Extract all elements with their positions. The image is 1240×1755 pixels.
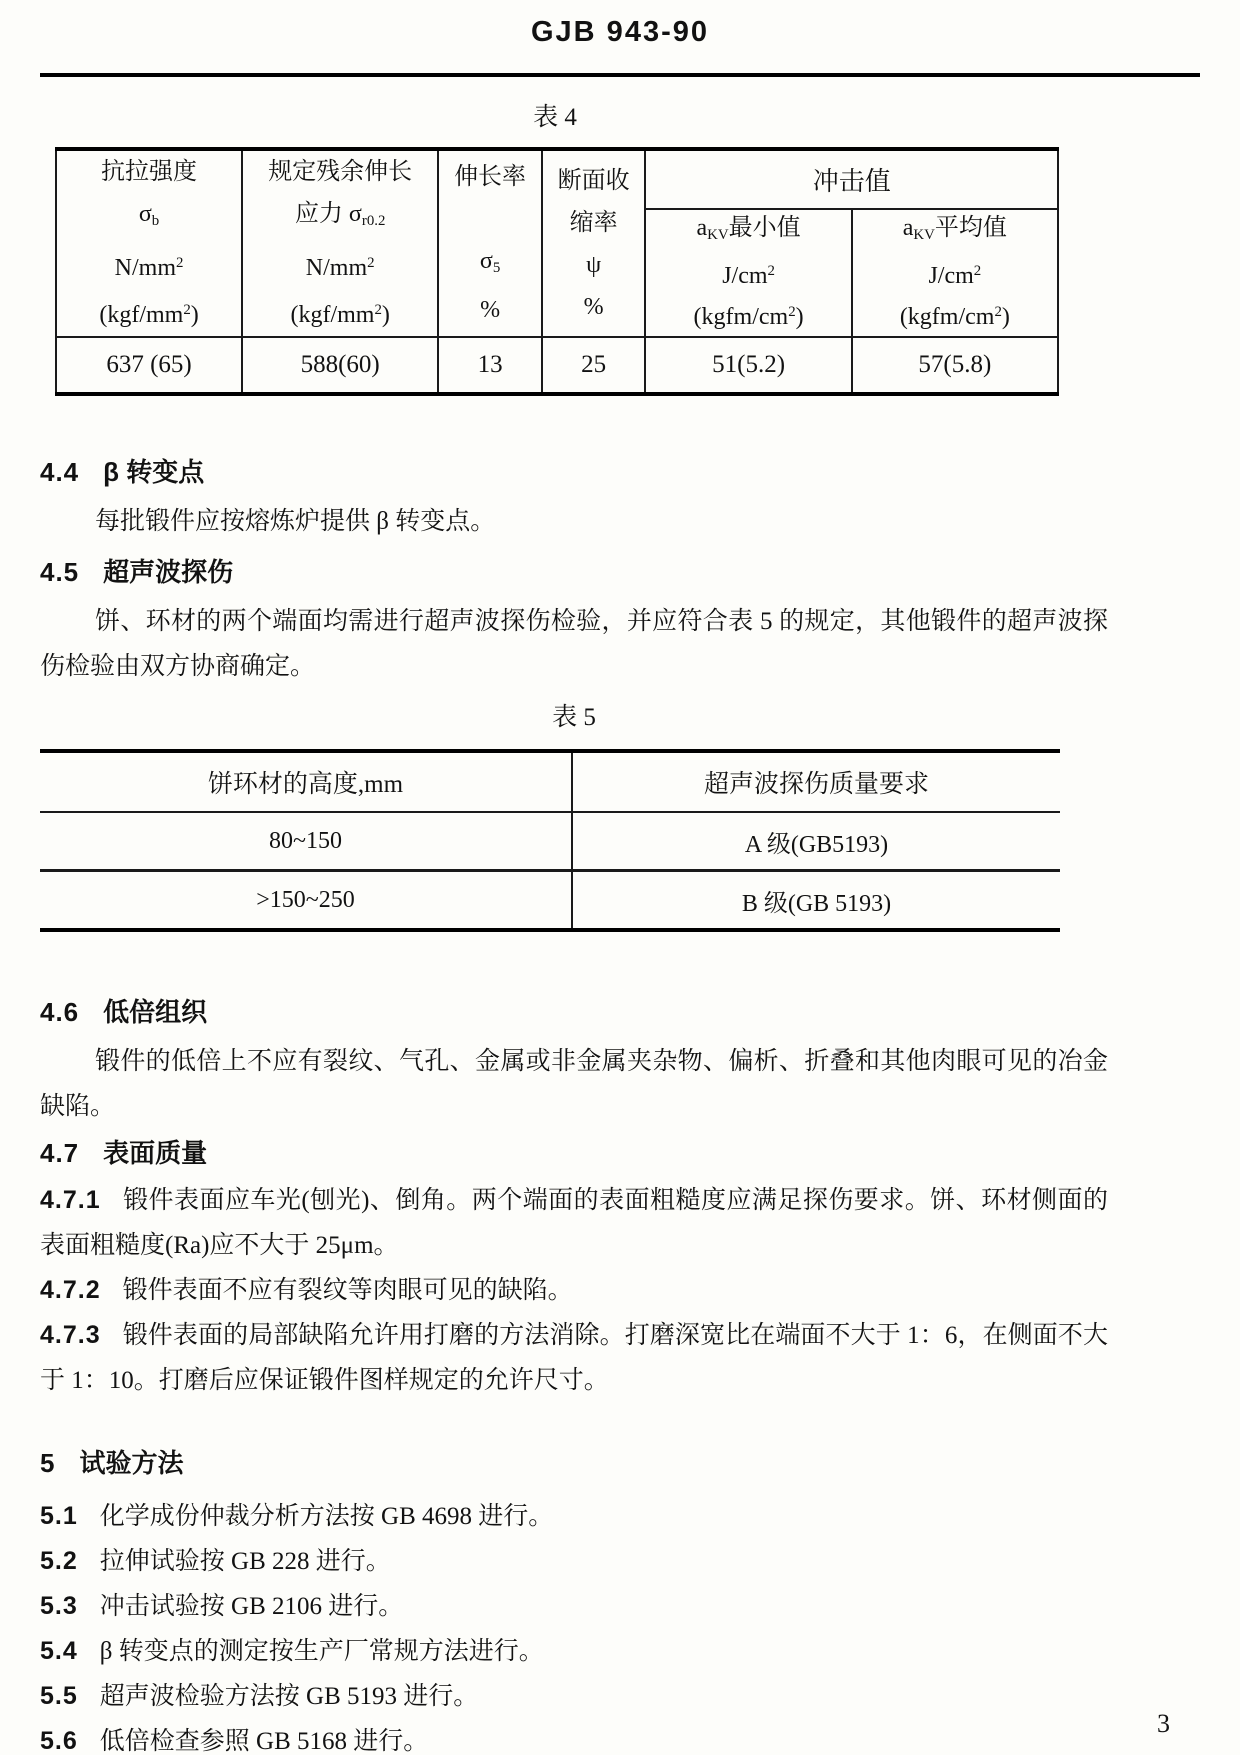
page-number: 3 bbox=[1157, 1709, 1170, 1738]
section-4-4-heading bbox=[40, 452, 1108, 489]
section-4-7-heading bbox=[40, 1133, 1108, 1170]
chapter-5-heading bbox=[40, 1443, 1108, 1480]
clause-number: 5.4 bbox=[40, 1637, 78, 1665]
table5-header-quality: 超声波探伤质量要求 bbox=[572, 751, 1060, 812]
table5-cell-height: 80~150 bbox=[40, 812, 572, 871]
clause-5-1 bbox=[40, 1494, 1108, 1539]
section-title: 表面质量 bbox=[103, 1138, 208, 1168]
clause-5-4 bbox=[40, 1629, 1108, 1674]
clause-text: 化学成份仲裁分析方法按 GB 4698 进行。 bbox=[99, 1503, 554, 1530]
section-4-7-1 bbox=[40, 1178, 1108, 1268]
chapter-title: 试验方法 bbox=[79, 1448, 184, 1478]
clause-text: β 转变点的测定按生产厂常规方法进行。 bbox=[99, 1638, 544, 1665]
chapter-number: 5 bbox=[40, 1448, 56, 1478]
section-number: 4.5 bbox=[40, 557, 80, 587]
section-4-7-3 bbox=[40, 1313, 1108, 1403]
section-4-5-body: 饼、环材的两个端面均需进行超声波探伤检验，并应符合表 5 的规定，其他锻件的超声波探伤检验由双方协商确定。 bbox=[40, 608, 1108, 680]
body-content-2 bbox=[40, 992, 1108, 1755]
section-number: 4.6 bbox=[40, 997, 80, 1027]
table5 bbox=[40, 749, 1060, 932]
table5-row bbox=[40, 871, 1060, 931]
clause-number: 5.5 bbox=[40, 1682, 78, 1710]
clause-5-6 bbox=[40, 1719, 1108, 1755]
clause-number: 5.1 bbox=[40, 1502, 78, 1530]
clause-5-5 bbox=[40, 1674, 1108, 1719]
table4-header-residual-elongation-stress: 规定残余伸长 应力 $\sigma_{r0.2}$ $N/mm^2$ $(kgf/mm^2)$ bbox=[242, 149, 438, 337]
clause-text: 低倍检查参照 GB 5168 进行。 bbox=[99, 1728, 429, 1755]
table5-cell-grade: A 级(GB5193) bbox=[572, 812, 1060, 871]
section-title: β 转变点 bbox=[103, 457, 205, 487]
table4-header-akv-min: $a_{KV}$最小值 $J/cm^2$ $(kgfm/cm^2)$ bbox=[645, 209, 851, 337]
table5-row bbox=[40, 812, 1060, 871]
section-number: 4.4 bbox=[40, 457, 80, 487]
clause-number: 4.7.2 bbox=[40, 1276, 101, 1304]
clause-text: 拉伸试验按 GB 228 进行。 bbox=[99, 1548, 391, 1575]
section-title: 低倍组织 bbox=[103, 997, 208, 1027]
table4-caption: 表 4 bbox=[533, 104, 577, 131]
clause-number: 5.6 bbox=[40, 1727, 78, 1755]
table4-header-tensile-strength: 抗拉强度 $\sigma_b$ $N/mm^2$ $(kgf/mm^2)$ bbox=[56, 149, 242, 337]
table4-header-impact-value: 冲击值 bbox=[645, 149, 1058, 209]
table4-header-elongation: 伸长率 $\sigma_5$ % bbox=[438, 149, 542, 337]
chapter-5-items bbox=[40, 1494, 1108, 1755]
table4-cell-tensile: 637 (65) bbox=[56, 337, 242, 394]
clause-number: 5.2 bbox=[40, 1547, 78, 1575]
section-4-4-body: 每批锻件应按熔炼炉提供 β 转变点。 bbox=[95, 508, 496, 535]
table4-cell-akv-avg: 57(5.8) bbox=[852, 337, 1058, 394]
clause-text: 锻件表面不应有裂纹等肉眼可见的缺陷。 bbox=[122, 1277, 573, 1304]
section-4-5-heading bbox=[40, 552, 1108, 589]
clause-5-2 bbox=[40, 1539, 1108, 1584]
table4-cell-reduction: 25 bbox=[542, 337, 646, 394]
table4 bbox=[55, 147, 1059, 396]
table5-header-height: 饼环材的高度,mm bbox=[40, 751, 572, 812]
section-title: 超声波探伤 bbox=[103, 557, 234, 587]
table5-cell-height: >150~250 bbox=[40, 871, 572, 931]
clause-text: 超声波检验方法按 GB 5193 进行。 bbox=[99, 1683, 479, 1710]
table4-data-row bbox=[56, 337, 1058, 394]
section-number: 4.7 bbox=[40, 1138, 80, 1168]
table5-caption: 表 5 bbox=[552, 704, 596, 731]
table4-header-akv-avg: $a_{KV}$平均值 $J/cm^2$ $(kgfm/cm^2)$ bbox=[852, 209, 1058, 337]
table4-cell-elongation: 13 bbox=[438, 337, 542, 394]
table4-cell-akv-min: 51(5.2) bbox=[645, 337, 851, 394]
table4-cell-stress: 588(60) bbox=[242, 337, 438, 394]
table5-cell-grade: B 级(GB 5193) bbox=[741, 890, 892, 917]
section-4-6-heading bbox=[40, 992, 1108, 1029]
section-4-6-body: 锻件的低倍上不应有裂纹、气孔、金属或非金属夹杂物、偏析、折叠和其他肉眼可见的冶金缺陷。 bbox=[40, 1048, 1108, 1120]
clause-number: 4.7.3 bbox=[40, 1321, 101, 1349]
doc-number: GJB 943-90 bbox=[531, 16, 709, 48]
clause-text: 锻件表面的局部缺陷允许用打磨的方法消除。打磨深宽比在端面不大于 1：6，在侧面不大于 1：10。打磨后应保证锻件图样规定的允许尺寸。 bbox=[40, 1322, 1108, 1394]
clause-text: 锻件表面应车光(刨光)、倒角。两个端面的表面粗糙度应满足探伤要求。饼、环材侧面的表面粗糙度(Ra)应不大于 25μm。 bbox=[40, 1187, 1108, 1259]
header-rule bbox=[40, 73, 1200, 77]
clause-text: 冲击试验按 GB 2106 进行。 bbox=[99, 1593, 404, 1620]
section-4-7-2 bbox=[40, 1268, 1108, 1313]
body-content bbox=[40, 452, 1108, 733]
clause-5-3 bbox=[40, 1584, 1108, 1629]
clause-number: 4.7.1 bbox=[40, 1186, 101, 1214]
table4-header-reduction-of-area: 断面收 缩率 ψ % bbox=[542, 149, 646, 337]
clause-number: 5.3 bbox=[40, 1592, 78, 1620]
